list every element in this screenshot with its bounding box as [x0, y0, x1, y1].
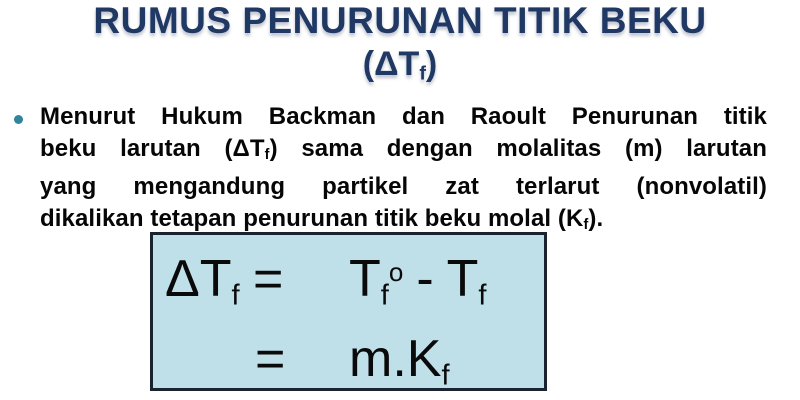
- slide-title: [0, 0, 800, 93]
- delta-t-text: ΔT: [165, 250, 232, 308]
- line4-text-post: ).: [588, 204, 604, 232]
- title-line-2: [0, 44, 800, 93]
- term2-subscript-f: f: [478, 279, 487, 312]
- line4-text-pre: dikalikan tetapan penurunan titik beku molal (K: [40, 204, 584, 232]
- term1-superscript-o: o: [388, 256, 404, 287]
- term1-subscript-f: f: [380, 279, 389, 312]
- body-paragraph: [40, 101, 767, 241]
- formula-equals-2: =: [255, 330, 286, 388]
- title-delta-t: (ΔT: [362, 45, 420, 83]
- paragraph-line-1: Menurut Hukum Backman dan Raoult Penurunan titik: [40, 103, 767, 130]
- line2-subscript-f: f: [264, 146, 270, 163]
- formula-box: [150, 232, 547, 391]
- mkf-text: m.K: [349, 330, 442, 388]
- line2-text-post: ) sama dengan molalitas (m) larutan: [269, 134, 767, 162]
- formula-rhs-row1: [349, 250, 487, 312]
- paragraph-line-2: [40, 133, 767, 172]
- title-line-1: RUMUS PENURUNAN TITIK BEKU: [93, 0, 707, 41]
- line2-text-pre: beku larutan (ΔT: [40, 134, 265, 162]
- bullet-icon: [14, 115, 23, 124]
- term2-t: T: [446, 250, 479, 308]
- formula-lhs-delta-tf: [165, 250, 240, 312]
- term1-t: T: [349, 250, 381, 308]
- title-subscript-f: f: [419, 62, 426, 85]
- minus-sign: -: [416, 250, 434, 308]
- lhs-subscript-f: f: [231, 279, 240, 312]
- formula-rhs-row2: [349, 330, 450, 392]
- rhs-subscript-f: f: [441, 359, 450, 392]
- formula-equals-1: =: [253, 250, 284, 308]
- title-close-paren: ): [425, 45, 438, 83]
- paragraph-line-3: yang mengandung partikel zat terlarut (nonvolatil): [40, 173, 767, 201]
- line4-subscript-f: f: [583, 216, 589, 233]
